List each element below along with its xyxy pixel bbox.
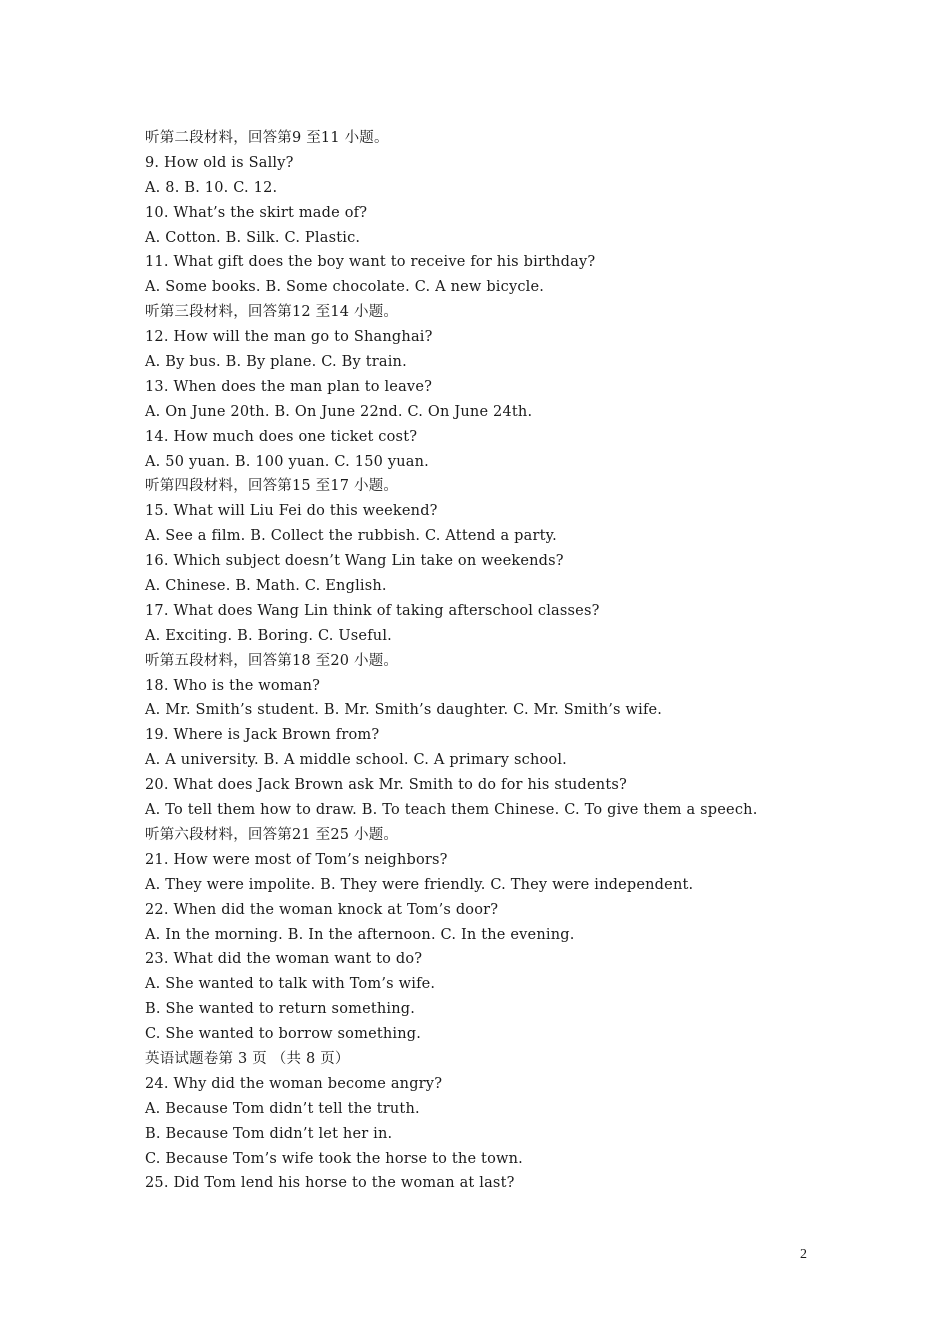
question-10: 10. What’s the skirt made of? [145,204,368,221]
options-9: A. 8. B. 10. C. 12. [145,179,278,196]
section-heading-2: 听第二段材料，回答第9 至11 小题。 [145,130,389,146]
question-17: 17. What does Wang Lin think of taking afterschool classes? [145,602,600,619]
section-heading-4: 听第四段材料，回答第15 至17 小题。 [145,478,399,495]
question-14: 14. How much does one ticket cost? [145,428,418,445]
options-21: A. They were impolite. B. They were friendly. C. They were independent. [145,876,694,893]
question-9: 9. How old is Sally? [145,154,294,171]
document-body [145,126,785,1196]
question-16: 16. Which subject doesn’t Wang Lin take on weekends? [145,553,564,570]
options-19: A. A university. B. A middle school. C. A primary school. [145,752,567,769]
question-15: 15. What will Liu Fei do this weekend? [145,503,438,520]
options-14: A. 50 yuan. B. 100 yuan. C. 150 yuan. [145,453,429,470]
options-22: A. In the morning. B. In the afternoon. C. In the evening. [145,926,575,943]
page-footer-text: 英语试题卷第 3 页 （共 8 页） [145,1050,350,1067]
section-heading-6: 听第六段材料，回答第21 至25 小题。 [145,826,399,843]
options-10: A. Cotton. B. Silk. C. Plastic. [145,229,361,246]
question-24: 24. Why did the woman become angry? [145,1075,443,1092]
question-11: 11. What gift does the boy want to receive for his birthday? [145,254,596,271]
question-20: 20. What does Jack Brown ask Mr. Smith to do for his students? [145,777,627,794]
question-13: 13. When does the man plan to leave? [145,378,433,395]
options-11: A. Some books. B. Some chocolate. C. A new bicycle. [145,279,545,296]
options-20: A. To tell them how to draw. B. To teach them Chinese. C. To give them a speech. [145,802,758,819]
options-16: A. Chinese. B. Math. C. English. [145,578,387,595]
option-24-a: A. Because Tom didn’t tell the truth. [145,1100,420,1117]
options-13: A. On June 20th. B. On June 22nd. C. On June 24th. [145,403,533,420]
question-25: 25. Did Tom lend his horse to the woman at last? [145,1175,515,1192]
question-22: 22. When did the woman knock at Tom’s door? [145,901,499,918]
option-24-b: B. Because Tom didn’t let her in. [145,1125,393,1142]
question-19: 19. Where is Jack Brown from? [145,727,380,744]
question-12: 12. How will the man go to Shanghai? [145,329,433,346]
option-23-a: A. She wanted to talk with Tom’s wife. [145,976,436,993]
option-23-b: B. She wanted to return something. [145,1001,416,1018]
question-18: 18. Who is the woman? [145,677,321,694]
section-heading-3: 听第三段材料，回答第12 至14 小题。 [145,304,399,321]
question-23: 23. What did the woman want to do? [145,951,423,968]
options-17: A. Exciting. B. Boring. C. Useful. [145,627,392,644]
option-23-c: C. She wanted to borrow something. [145,1026,422,1043]
question-21: 21. How were most of Tom’s neighbors? [145,851,448,868]
options-18: A. Mr. Smith’s student. B. Mr. Smith’s daughter. C. Mr. Smith’s wife. [145,702,663,719]
option-24-c: C. Because Tom’s wife took the horse to the town. [145,1150,523,1167]
options-15: A. See a film. B. Collect the rubbish. C. Attend a party. [145,528,557,545]
options-12: A. By bus. B. By plane. C. By train. [145,354,407,371]
section-heading-5: 听第五段材料，回答第18 至20 小题。 [145,652,399,669]
page-number: 2 [800,1247,807,1262]
